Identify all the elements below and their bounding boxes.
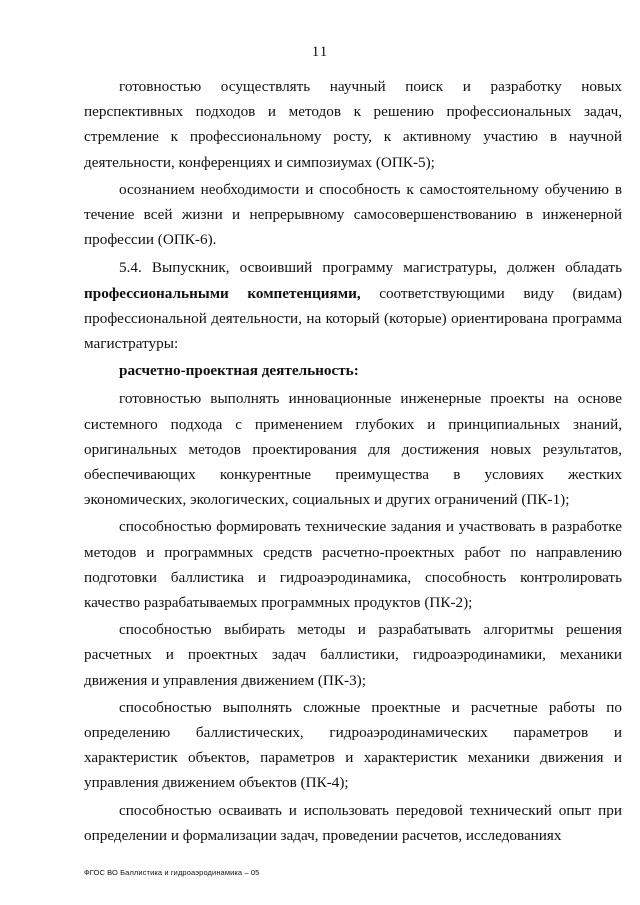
paragraph-pk-1: готовностью выполнять инновационные инженерные проекты на основе системного подхода с применением глубоких и принципиальных знаний, оригинальных методов проектирования для достижения новых результатов, обеспечивающих конкурентные преимущества в условиях жестких экономических, экологических, социальных и других ограничений (ПК-1); <box>84 390 622 509</box>
professional-competencies-term: профессиональными компетенциями, <box>84 284 361 302</box>
paragraph-pk-3: способностью выбирать методы и разрабатывать алгоритмы решения расчетных и проектных задач баллистики, гидроаэродинамики, механики движения и управления движением (ПК-3); <box>84 621 622 689</box>
document-body <box>84 74 622 850</box>
paragraph-opk-5: готовностью осуществлять научный поиск и разработку новых перспективных подходов и методов к решению профессиональных задач, стремление к профессиональному росту, к активному участию в научной деятельности, конференциях и симпозиумах (ОПК-5); <box>84 78 622 171</box>
section-5-4-intro: 5.4. Выпускник, освоивший программу магистратуры, должен обладать <box>119 259 622 277</box>
paragraph-pk-2: способностью формировать технические задания и участвовать в разработке методов и программных средств расчетно-проектных работ по направлению подготовки баллистика и гидроаэродинамика, способность контролировать качество разрабатываемых программных продуктов (ПК-2); <box>84 518 622 612</box>
paragraph-pk-5-partial: способностью осваивать и использовать передовой технический опыт при определении и формализации задач, проведении расчетов, исследованиях <box>84 801 622 844</box>
page-number: 11 <box>311 44 329 60</box>
section-5-4-continuation: соответствующими виду (видам) профессиональной деятельности, на который (которые) ориентирована программа магистратуры: <box>84 284 623 353</box>
paragraph-opk-6: осознанием необходимости и способность к самостоятельному обучению в течение всей жизни и непрерывному самосовершенствованию в инженерной профессии (ОПК-6). <box>84 180 622 249</box>
activity-heading: расчетно-проектная деятельность: <box>119 362 359 380</box>
paragraph-pk-4: способностью выполнять сложные проектные и расчетные работы по определению баллистических, гидроаэродинамических параметров и характеристик объектов, параметров и характеристик механики движения и управления движением объектов (ПК-4); <box>84 698 622 792</box>
paragraph-section-5-4 <box>84 255 622 356</box>
footer: ФГОС ВО Баллистика и гидроаэродинамика – 05 <box>84 868 260 877</box>
